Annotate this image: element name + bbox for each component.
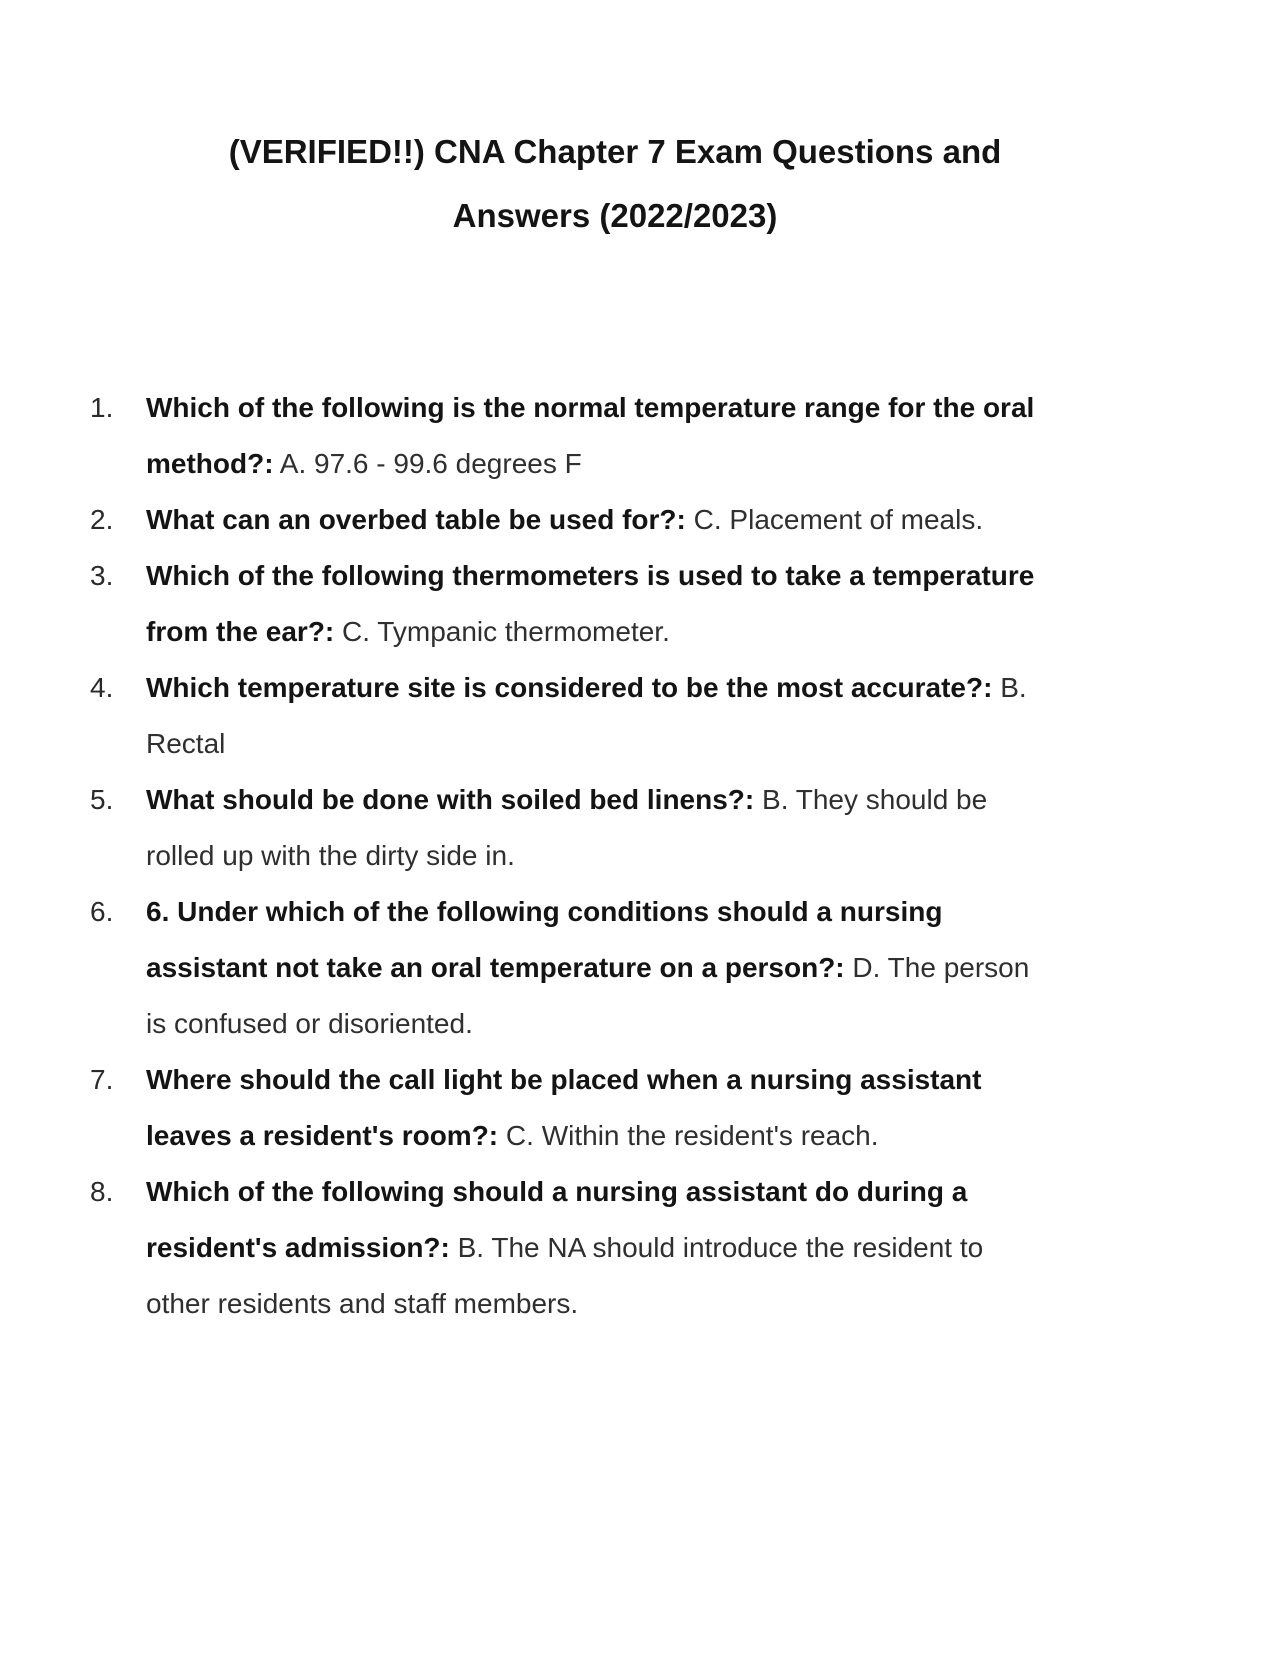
- question-number: 3.: [90, 560, 114, 591]
- question-number: 4.: [90, 672, 114, 703]
- question-text: Where should the call light be placed when a nursing assistant leaves a resident's room?:: [146, 1064, 982, 1151]
- question-number: 2.: [90, 504, 114, 535]
- answer-text: C. Tympanic thermometer.: [342, 616, 670, 647]
- list-item: [90, 1052, 1050, 1164]
- page-title: (VERIFIED!!) CNA Chapter 7 Exam Questions and Answers (2022/2023): [228, 133, 1002, 234]
- answer-text: C. Placement of meals.: [693, 504, 984, 535]
- list-item: [90, 380, 1050, 492]
- answer-text: B. Rectal: [146, 672, 1027, 759]
- question-text: What should be done with soiled bed linens?:: [146, 784, 755, 815]
- question-number: 8.: [90, 1176, 114, 1207]
- answer-text: D. The person is confused or disoriented.: [146, 952, 1030, 1039]
- question-text: Which of the following should a nursing assistant do during a resident's admission?:: [146, 1176, 968, 1263]
- answer-text: A. 97.6 - 99.6 degrees F: [279, 448, 582, 479]
- question-text: What can an overbed table be used for?:: [146, 504, 686, 535]
- answer-text: B. The NA should introduce the resident to other residents and staff members.: [146, 1232, 984, 1319]
- list-item: [90, 492, 1050, 548]
- question-number: 6.: [90, 896, 114, 927]
- question-number: 1.: [90, 392, 114, 423]
- question-number: 7.: [90, 1064, 114, 1095]
- question-list: [90, 380, 1050, 1332]
- list-item: [90, 548, 1050, 660]
- list-item: [90, 1164, 1050, 1332]
- question-text: 6. Under which of the following conditions should a nursing assistant not take an oral temperature on a person?:: [146, 896, 943, 983]
- answer-text: C. Within the resident's reach.: [505, 1120, 879, 1151]
- question-number: 5.: [90, 784, 114, 815]
- question-text: Which of the following is the normal temperature range for the oral method?:: [146, 392, 1035, 479]
- answer-text: B. They should be rolled up with the dirty side in.: [146, 784, 988, 871]
- list-item: [90, 772, 1050, 884]
- list-item: [90, 884, 1050, 1052]
- question-text: Which temperature site is considered to be the most accurate?:: [146, 672, 993, 703]
- question-text: Which of the following thermometers is used to take a temperature from the ear?:: [146, 560, 1035, 647]
- list-item: [90, 660, 1050, 772]
